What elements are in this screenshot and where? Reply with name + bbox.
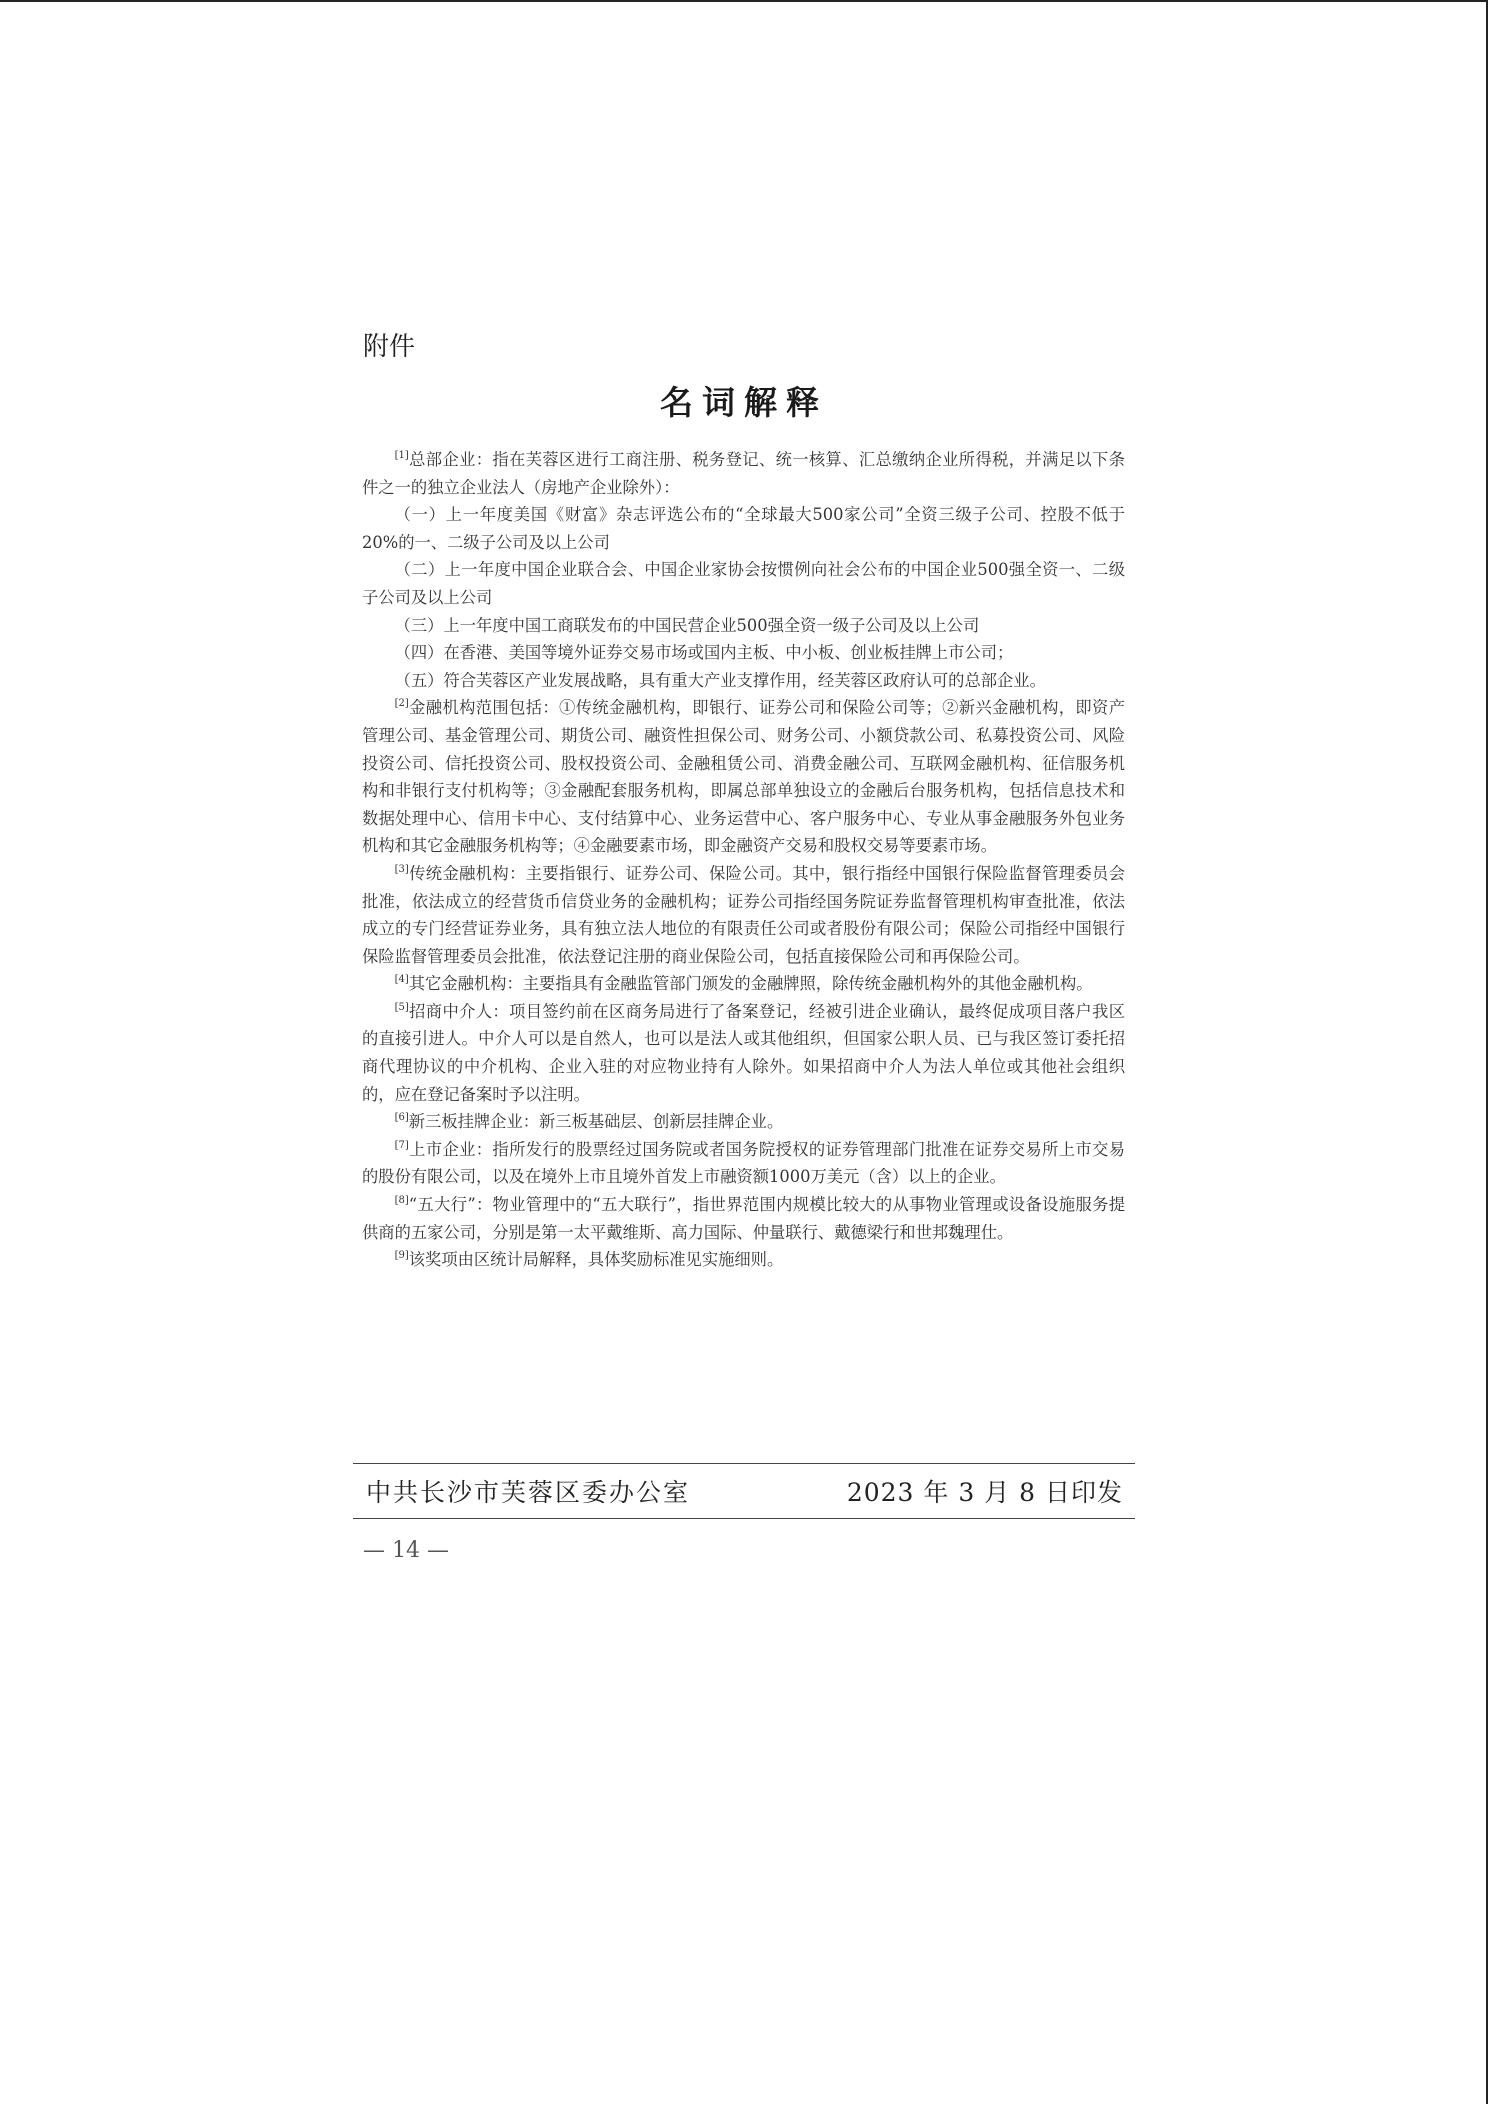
glossary-subitem-3 <box>362 612 1125 640</box>
page-border-top <box>0 0 1488 2</box>
footnote-marker: [1] <box>394 450 409 461</box>
footnote-marker: [4] <box>394 974 409 986</box>
glossary-subitem-1 <box>362 501 1125 556</box>
page-number: — 14 — <box>363 1538 449 1563</box>
entry-text: （二）上一年度中国企业联合会、中国企业家协会按惯例向社会公布的中国企业500强全资一、二级子公司及以上公司 <box>362 560 1125 607</box>
footnote-marker: [2] <box>394 698 409 710</box>
glossary-subitem-4 <box>362 639 1125 667</box>
glossary-entry-2 <box>362 694 1125 860</box>
glossary-entry-4 <box>362 970 1125 998</box>
footer-rule-top <box>353 1463 1135 1464</box>
entry-text: （三）上一年度中国工商联发布的中国民营企业500强全资一级子公司及以上公司 <box>394 615 980 635</box>
entry-text: 该奖项由区统计局解释，具体奖励标准见实施细则。 <box>408 1250 784 1270</box>
entry-text: （四）在香港、美国等境外证券交易市场或国内主板、中小板、创业板挂牌上市公司； <box>394 643 1014 663</box>
attachment-label: 附件 <box>363 332 416 362</box>
entry-text: 新三板挂牌企业：新三板基础层、创新层挂牌企业。 <box>408 1112 784 1132</box>
glossary-entry-9 <box>362 1246 1125 1274</box>
glossary-body <box>362 446 1125 1274</box>
footnote-marker: [7] <box>394 1139 409 1151</box>
entry-text: （一）上一年度美国《财富》杂志评选公布的“全球最大500家公司”全资三级子公司、控股不低于 20%的一、二级子公司及以上公司 <box>362 505 1125 552</box>
footnote-marker: [5] <box>394 1001 409 1013</box>
entry-text: 上市企业：指所发行的股票经过国务院或者国务院授权的证券管理部门批准在证券交易所上市交易的股份有限公司，以及在境外上市且境外首发上市融资额1000万美元（含）以上的企业。 <box>362 1139 1125 1187</box>
footnote-marker: [3] <box>394 863 409 875</box>
entry-text: “五大行”：物业管理中的“五大联行”，指世界范围内规模比较大的从事物业管理或设备设施服务提供商的五家公司，分别是第一太平戴维斯、高力国际、仲量联行、戴德梁行和世邦魏理仕。 <box>362 1195 1125 1242</box>
entry-text: 金融机构范围包括：①传统金融机构，即银行、证券公司和保险公司等；②新兴金融机构，即资产管理公司、基金管理公司、期货公司、融资性担保公司、财务公司、小额贷款公司、私募投资公司、风险投资公司、信托投资公司、股权投资公司、金融租赁公司、消费金融公司、互联网金融机构、征信服务机构和非银行支付机构等；③金融配套服务机构，即属总部单独设立的金融后台服务机构，包括信息技术和数据处理中心、信用卡中心、支付结算中心、业务运营中心、客户服务中心、专业从事金融服务外包业务机构和其它金融服务机构等；④金融要素市场，即金融资产交易和股权交易等要素市场。 <box>362 698 1125 856</box>
glossary-subitem-2 <box>362 556 1125 611</box>
footnote-marker: [9] <box>394 1250 409 1262</box>
print-date: 2023 年 3 月 8 日印发 <box>846 1478 1123 1507</box>
entry-text: （五）符合芙蓉区产业发展战略，具有重大产业支撑作用，经芙蓉区政府认可的总部企业。 <box>394 670 1046 690</box>
issuing-office: 中共长沙市芙蓉区委办公室 <box>366 1478 691 1507</box>
entry-text: 招商中介人：项目签约前在区商务局进行了备案登记，经被引进企业确认，最终促成项目落户我区的直接引进人。中介人可以是自然人，也可以是法人或其他组织，但国家公职人员、已与我区签订委托招商代理协议的中介机构、企业入驻的对应物业持有人除外。如果招商中介人为法人单位或其他社会组织的，应在登记备案时予以注明。 <box>362 1001 1125 1104</box>
glossary-entry-1 <box>362 446 1125 501</box>
glossary-entry-8 <box>362 1191 1125 1246</box>
entry-text: 总部企业：指在芙蓉区进行工商注册、税务登记、统一核算、汇总缴纳企业所得税，并满足以下条件之一的独立企业法人（房地产企业除外）： <box>362 450 1125 497</box>
footer-rule-bottom <box>353 1518 1135 1519</box>
entry-text: 传统金融机构：主要指银行、证券公司、保险公司。其中，银行指经中国银行保险监督管理委员会批准，依法成立的经营货币信贷业务的金融机构；证券公司指经国务院证券监督管理机构审查批准，依法成立的专门经营证券业务，具有独立法人地位的有限责任公司或者股份有限公司；保险公司指经中国银行保险监督管理委员会批准，依法登记注册的商业保险公司，包括直接保险公司和再保险公司。 <box>362 863 1125 966</box>
footnote-marker: [6] <box>394 1112 409 1124</box>
glossary-subitem-5 <box>362 667 1125 695</box>
glossary-entry-7 <box>362 1136 1125 1191</box>
entry-text: 其它金融机构：主要指具有金融监管部门颁发的金融牌照，除传统金融机构外的其他金融机构。 <box>408 974 1093 994</box>
footnote-marker: [8] <box>394 1195 409 1207</box>
glossary-entry-5 <box>362 998 1125 1108</box>
glossary-entry-6 <box>362 1108 1125 1136</box>
document-title: 名词解释 <box>660 383 828 422</box>
glossary-entry-3 <box>362 860 1125 970</box>
